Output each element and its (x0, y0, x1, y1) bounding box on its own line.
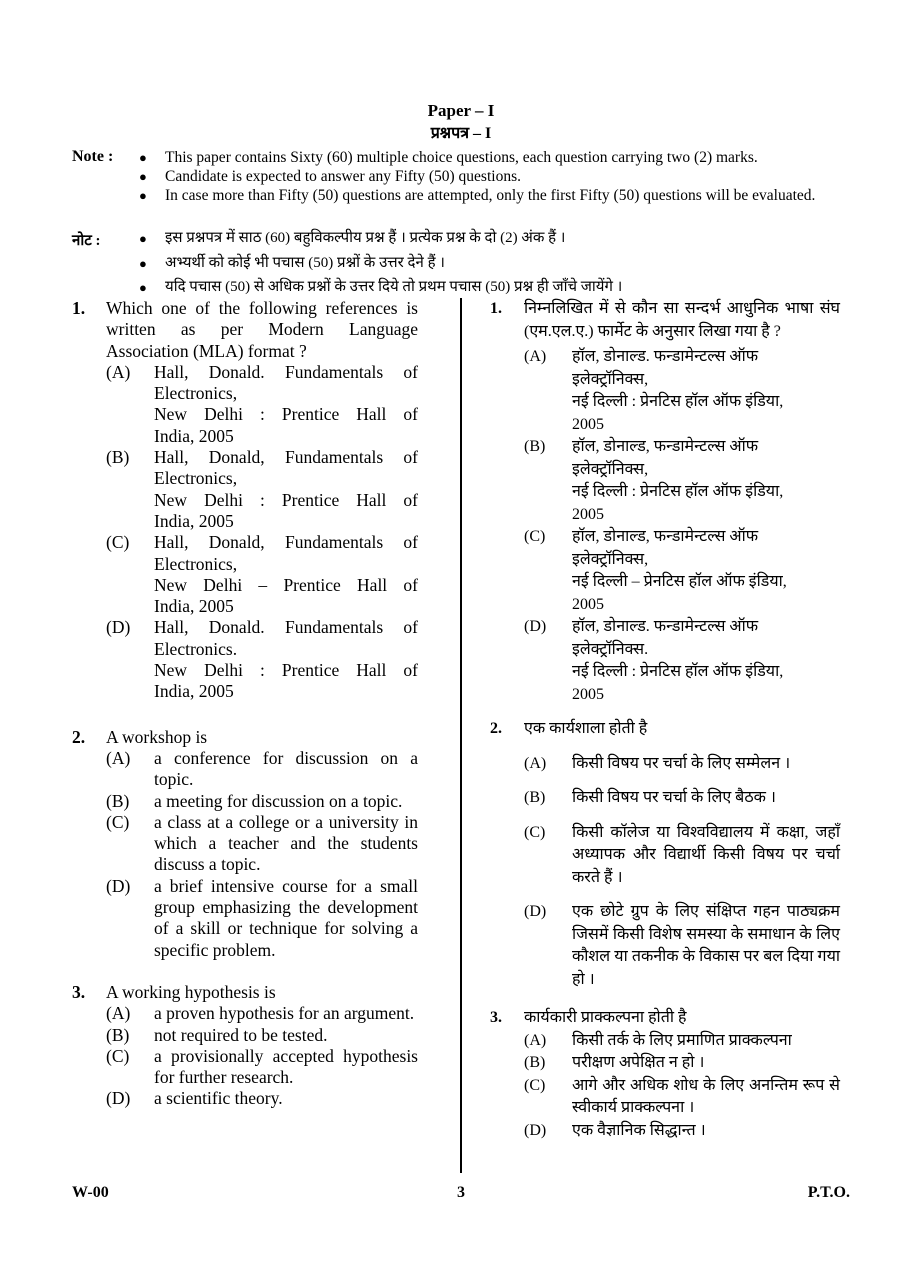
option-b (524, 787, 840, 810)
option-label: (A) (524, 348, 547, 365)
option-c (106, 532, 418, 617)
bullet-icon: ● (139, 231, 147, 246)
option-line: Electronics, (154, 383, 238, 404)
option-a (106, 1003, 418, 1024)
option-text: not required to be tested. (154, 1024, 328, 1045)
note-label-hindi: नोट : (72, 233, 101, 249)
option-label: (A) (524, 1031, 547, 1049)
option-line: India, 2005 (154, 510, 234, 531)
english-questions-column (72, 298, 418, 1110)
option-line: New Delhi – Prentice Hall of (154, 574, 418, 595)
option-text: a meeting for discussion on a topic. (154, 790, 403, 811)
option-a (106, 748, 418, 791)
option-label: (A) (524, 754, 547, 772)
option-line: New Delhi : Prentice Hall of (154, 489, 418, 510)
option-a (524, 1030, 840, 1053)
option-c (524, 526, 840, 616)
paper-title-english: Paper – I (427, 101, 495, 120)
option-line: हॉल, डोनाल्ड. फन्डामेन्टल्स ऑफ (572, 618, 759, 635)
option-label: (C) (106, 811, 130, 832)
option-a (524, 346, 840, 436)
option-c (106, 812, 418, 876)
option-d (106, 876, 418, 961)
option-d (106, 1088, 418, 1109)
option-line: Hall, Donald. Fundamentals of (154, 361, 418, 382)
note-hindi-text-2: अभ्यर्थी को कोई भी पचास (50) प्रश्नों के उत्तर देने हैं । (165, 255, 445, 271)
question-3-hindi (490, 1007, 840, 1142)
option-c (106, 1046, 418, 1089)
option-label: (A) (106, 361, 131, 382)
option-line: 2005 (572, 505, 604, 523)
option-text: परीक्षण अपेक्षित न हो । (572, 1054, 705, 1071)
option-line: हॉल, डोनाल्ड, फन्डामेन्टल्स ऑफ (572, 438, 759, 455)
option-line: इलेक्ट्रॉनिक्स. (572, 640, 649, 658)
option-label: (D) (106, 1088, 131, 1109)
question-stem: निम्नलिखित में से कौन सा सन्दर्भ आधुनिक भाषा संघ (एम.एल.ए.) फार्मेट के अनुसार लिखा गया है ? (524, 300, 840, 340)
option-text: a class at a college or a university in which a teacher and the students discuss a topic. (154, 811, 418, 875)
option-label: (B) (106, 790, 130, 811)
note-english-text-1: This paper contains Sixty (60) multiple choice questions, each question carrying two (2) marks. (165, 149, 758, 166)
option-label: (D) (106, 875, 131, 896)
question-stem: A working hypothesis is (106, 981, 276, 1002)
option-label: (D) (106, 617, 131, 638)
option-text: एक छोटे ग्रुप के लिए संक्षिप्त गहन पाठ्यक्रम जिसमें किसी विशेष समस्या के समाधान के लिए कौशल या तकनीक के विकास पर बल दिया गया हो । (572, 903, 840, 988)
note-hindi-text-3: यदि पचास (50) से अधिक प्रश्नों के उत्तर दिये तो प्रथम पचास (50) प्रश्न ही जाँचे जायेंगे । (165, 279, 623, 295)
question-3-english (72, 982, 418, 1110)
paper-title-hindi: प्रश्नपत्र – I (430, 125, 492, 142)
option-line: New Delhi : Prentice Hall of (154, 660, 418, 681)
option-label: (B) (106, 1024, 130, 1045)
question-stem: A workshop is (106, 726, 208, 747)
option-text: किसी विषय पर चर्चा के लिए सम्मेलन । (572, 754, 791, 772)
option-line: Electronics, (154, 468, 238, 489)
option-line: इलेक्ट्रॉनिक्स, (572, 370, 649, 388)
option-label: (C) (524, 1076, 546, 1094)
bullet-icon: ● (139, 169, 147, 184)
bullet-icon: ● (139, 280, 147, 295)
option-text: a conference for discussion on a topic. (154, 747, 418, 790)
option-label: (D) (524, 1121, 547, 1139)
option-c (524, 822, 840, 890)
option-line: इलेक्ट्रॉनिक्स, (572, 550, 649, 568)
option-line: Hall, Donald, Fundamentals of (154, 447, 418, 468)
question-number: 2. (72, 726, 86, 747)
option-a (524, 753, 840, 776)
hindi-questions-column (490, 298, 840, 1142)
option-text: a scientific theory. (154, 1088, 283, 1109)
question-number: 2. (490, 720, 502, 737)
option-b (524, 436, 840, 526)
option-label: (C) (524, 823, 546, 841)
option-d (106, 617, 418, 702)
option-line: India, 2005 (154, 425, 234, 446)
question-stem: कार्यकारी प्राक्कल्पना होती है (524, 1009, 687, 1026)
note-label-english: Note : (72, 148, 114, 165)
question-2-hindi (490, 718, 840, 991)
option-label: (B) (106, 447, 130, 468)
please-turn-over: P.T.O. (807, 1184, 850, 1201)
option-label: (C) (106, 1045, 130, 1066)
option-text: किसी कॉलेज या विश्वविद्यालय में कक्षा, जहाँ अध्यापक और विद्यार्थी किसी विषय पर चर्चा करते हैं । (572, 823, 840, 886)
option-label: (B) (524, 438, 546, 455)
question-1-hindi (490, 298, 840, 706)
option-text: a brief intensive course for a small group emphasizing the development of a skill or technique for solving a specific problem. (154, 875, 418, 960)
option-b (106, 1025, 418, 1046)
option-line: हॉल, डोनाल्ड, फन्डामेन्टल्स ऑफ (572, 528, 759, 545)
column-divider (460, 298, 462, 1173)
option-line: नई दिल्ली : प्रेनटिस हॉल ऑफ इंडिया, (572, 663, 784, 680)
question-1-english (72, 298, 418, 703)
option-line: नई दिल्ली – प्रेनटिस हॉल ऑफ इंडिया, (572, 573, 787, 590)
question-number: 1. (72, 298, 86, 318)
option-label: (D) (524, 903, 547, 920)
option-line: हॉल, डोनाल्ड. फन्डामेन्टल्स ऑफ (572, 348, 759, 365)
note-hindi-text-1: इस प्रश्नपत्र में साठ (60) बहुविकल्पीय प्रश्न हैं । प्रत्येक प्रश्न के दो (2) अंक हैं । (165, 230, 566, 246)
option-label: (A) (106, 747, 131, 768)
option-d (524, 1120, 840, 1143)
option-line: 2005 (572, 595, 604, 613)
option-b (106, 447, 418, 532)
question-number: 1. (490, 300, 502, 317)
option-line: Electronics. (154, 638, 238, 659)
option-label: (D) (524, 618, 547, 635)
option-text: किसी तर्क के लिए प्रमाणित प्राक्कल्पना (572, 1031, 792, 1049)
question-stem: Which one of the following references is written as per Modern Language Association (MLA) format ? (106, 298, 418, 361)
option-line: India, 2005 (154, 681, 234, 702)
option-c (524, 1075, 840, 1120)
option-label: (B) (524, 1054, 546, 1071)
option-text: a provisionally accepted hypothesis for further research. (154, 1045, 418, 1088)
option-line: Hall, Donald, Fundamentals of (154, 532, 418, 553)
option-label: (A) (106, 1003, 131, 1024)
option-label: (C) (106, 532, 130, 553)
option-text: a proven hypothesis for an argument. (154, 1003, 415, 1024)
option-line: Hall, Donald. Fundamentals of (154, 617, 418, 638)
paper-code: W-00 (72, 1184, 109, 1201)
option-text: एक वैज्ञानिक सिद्धान्त । (572, 1121, 706, 1139)
option-line: 2005 (572, 415, 604, 433)
bullet-icon: ● (139, 256, 147, 271)
option-line: नई दिल्ली : प्रेनटिस हॉल ऑफ इंडिया, (572, 393, 784, 410)
option-label: (C) (524, 528, 546, 545)
option-text: किसी विषय पर चर्चा के लिए बैठक । (572, 789, 776, 806)
option-line: नई दिल्ली : प्रेनटिस हॉल ऑफ इंडिया, (572, 483, 784, 500)
question-2-english (72, 727, 418, 961)
question-number: 3. (72, 981, 86, 1002)
option-line: New Delhi : Prentice Hall of (154, 404, 418, 425)
bullet-icon: ● (139, 150, 147, 165)
bullet-icon: ● (139, 188, 147, 203)
option-d (524, 616, 840, 706)
option-line: 2005 (572, 685, 604, 703)
option-b (106, 791, 418, 812)
note-english-text-3: In case more than Fifty (50) questions are attempted, only the first Fifty (50) questions will be evaluated. (165, 187, 816, 204)
question-number: 3. (490, 1009, 502, 1026)
option-b (524, 1052, 840, 1075)
note-english-text-2: Candidate is expected to answer any Fifty (50) questions. (165, 168, 521, 185)
option-a (106, 362, 418, 447)
page-number: 3 (457, 1184, 465, 1201)
option-label: (B) (524, 789, 546, 806)
option-text: आगे और अधिक शोध के लिए अनन्तिम रूप से स्वीकार्य प्राक्कल्पना । (572, 1076, 840, 1116)
question-stem: एक कार्यशाला होती है (524, 720, 648, 737)
option-d (524, 901, 840, 991)
option-line: Electronics, (154, 553, 238, 574)
option-line: India, 2005 (154, 596, 234, 617)
option-line: इलेक्ट्रॉनिक्स, (572, 460, 649, 478)
